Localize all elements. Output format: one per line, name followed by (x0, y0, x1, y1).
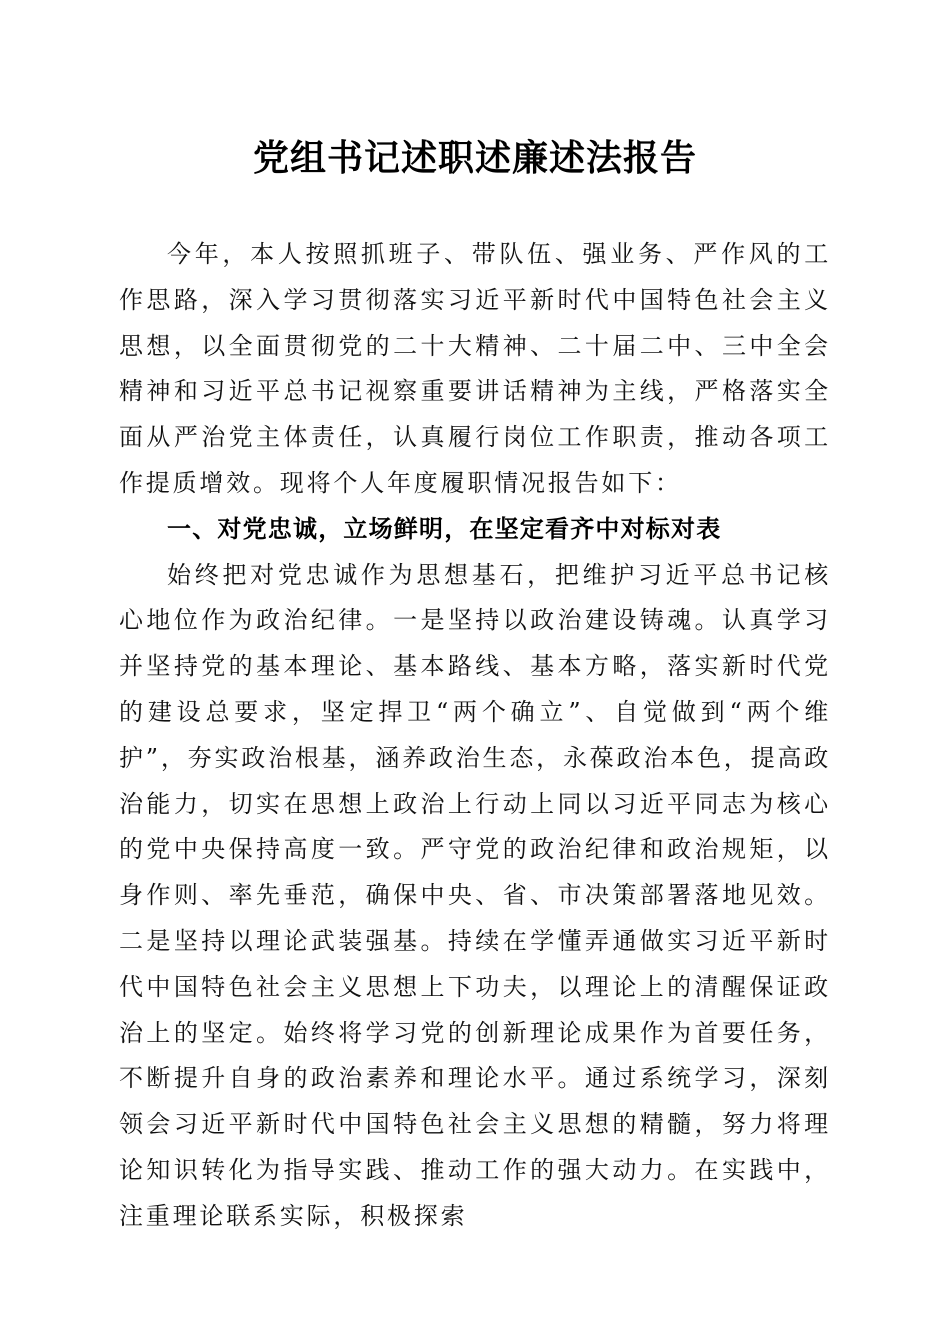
document-title: 党组书记述职述廉述法报告 (252, 137, 697, 179)
document-body (119, 232, 831, 1240)
body-paragraph: 始终把对党忠诚作为思想基石，把维护习近平总书记核心地位作为政治纪律。一是坚持以政治建设铸魂。认真学习并坚持党的基本理论、基本路线、基本方略，落实新时代党的建设总要求，坚定捍卫“两个确立”、自觉做到“两个维护”，夯实政治根基，涵养政治生态，永葆政治本色，提高政治能力，切实在思想上政治上行动上同以习近平同志为核心的党中央保持高度一致。严守党的政治纪律和政治规矩，以身作则、率先垂范，确保中央、省、市决策部署落地见效。二是坚持以理论武装强基。持续在学懂弄通做实习近平新时代中国特色社会主义思想上下功夫，以理论上的清醒保证政治上的坚定。始终将学习党的创新理论成果作为首要任务，不断提升自身的政治素养和理论水平。通过系统学习，深刻领会习近平新时代中国特色社会主义思想的精髓，努力将理论知识转化为指导实践、推动工作的强大动力。在实践中，注重理论联系实际，积极探索 (119, 560, 831, 1230)
section-heading: 一、对党忠诚，立场鲜明，在坚定看齐中对标对表 (167, 514, 722, 543)
intro-paragraph: 今年，本人按照抓班子、带队伍、强业务、严作风的工作思路，深入学习贯彻落实习近平新时代中国特色社会主义思想，以全面贯彻党的二十大精神、二十届二中、三中全会精神和习近平总书记视察重要讲话精神为主线，严格落实全面从严治党主体责任，认真履行岗位工作职责，推动各项工作提质增效。现将个人年度履职情况报告如下： (119, 240, 831, 497)
